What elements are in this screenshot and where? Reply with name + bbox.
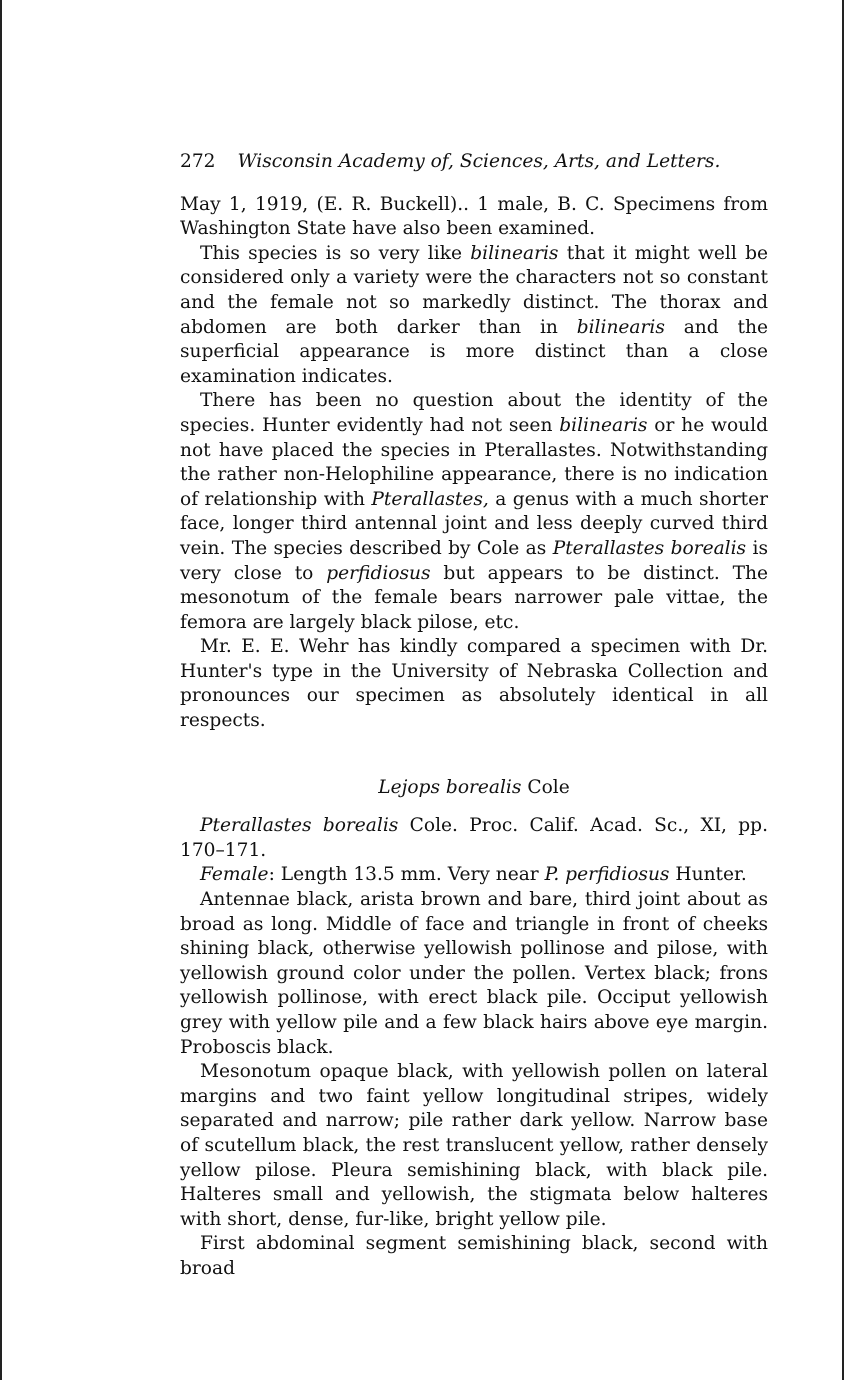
italic-text-run: Female — [200, 864, 269, 886]
paragraph-wehr — [180, 635, 768, 733]
book-page — [180, 150, 768, 1282]
paragraph-abdomen — [180, 1232, 768, 1281]
paragraph-identity — [180, 389, 768, 635]
running-title: Wisconsin Academy of, Sciences, Arts, and Letters. — [237, 151, 721, 172]
text-run: that it might well be considered only a variety were the characters not so constant and the female not so markedly distinct. The thorax and abdomen are both darker than in — [180, 242, 768, 338]
paragraph-specimens — [180, 193, 768, 242]
species-author: Cole — [527, 776, 570, 798]
text-run: May 1, 1919, (E. R. Buckell).. 1 male, B. C. Specimens from Washington State have also been examined. — [180, 193, 768, 240]
italic-text-run: Pterallastes, — [371, 488, 489, 510]
text-run: First abdominal segment semishining black, second with broad — [180, 1233, 768, 1279]
italic-text-run: Pterallastes borealis — [552, 537, 747, 559]
body-text — [180, 193, 768, 734]
species-description — [180, 814, 768, 1281]
text-run: or he would not have placed the species in Pterallastes. Notwithstanding the rather non-Helophiline appearance, there is no indication of relationship with — [180, 414, 768, 510]
text-run: : Length 13.5 mm. Very near — [268, 864, 545, 886]
text-run: a genus with a much shorter face, longer third antennal joint and less deeply curved third vein. The species described by Cole as — [180, 488, 768, 559]
italic-text-run: bilinearis — [559, 414, 648, 436]
paragraph-citation — [180, 814, 768, 863]
italic-text-run: bilinearis — [576, 316, 665, 338]
text-run: Mesonotum opaque black, with yellowish pollen on lateral margins and two faint yellow longitudinal stripes, widely separated and narrow; pile rather dark yellow. Narrow base of scutellum black, the rest translucent yellow, rather densely yellow pilose. Pleura semishining black, with black pile. Halteres small and yellowish, the stigmata below halteres with short, dense, fur-like, bright yellow pile. — [180, 1061, 768, 1230]
paragraph-head — [180, 888, 768, 1060]
text-run: Hunter. — [669, 864, 747, 886]
paragraph-comparison — [180, 242, 768, 390]
text-run: Cole. Proc. Calif. Acad. Sc., XI, pp. 170–171. — [180, 815, 768, 861]
italic-text-run: Pterallastes borealis — [200, 815, 399, 837]
species-heading — [180, 776, 768, 801]
paragraph-thorax — [180, 1060, 768, 1232]
italic-text-run: bilinearis — [470, 242, 559, 264]
text-run: and the superficial appearance is more distinct than a close examination indicates. — [180, 316, 768, 387]
text-run: There has been no question about the identity of the species. Hunter evidently had not seen — [180, 390, 768, 436]
text-run: is very close to — [180, 537, 768, 584]
page-header — [180, 150, 768, 175]
italic-text-run: perfidiosus — [326, 562, 431, 584]
text-run: This species is so very like — [200, 242, 471, 264]
text-run: but appears to be distinct. The mesonotum of the female bears narrower pale vittae, the femora are largely black pilose, etc. — [180, 562, 768, 633]
italic-text-run: P. perfidiosus — [544, 864, 670, 886]
text-run: Mr. E. E. Wehr has kindly compared a specimen with Dr. Hunter's type in the University of Nebraska Collection and pronounces our specimen as absolutely identical in all respects. — [180, 636, 768, 732]
paragraph-female — [180, 863, 768, 888]
text-run: Antennae black, arista brown and bare, third joint about as broad as long. Middle of face and triangle in front of cheeks shining black, otherwise yellowish pollinose and pilose, with yellowish ground color under the pollen. Vertex black; frons yellowish pollinose, with erect black pile. Occiput yellowish grey with yellow pile and a few black hairs above eye margin. Proboscis black. — [180, 889, 768, 1058]
species-scientific-name: Lejops borealis — [378, 776, 522, 798]
page-number: 272 — [180, 151, 216, 172]
